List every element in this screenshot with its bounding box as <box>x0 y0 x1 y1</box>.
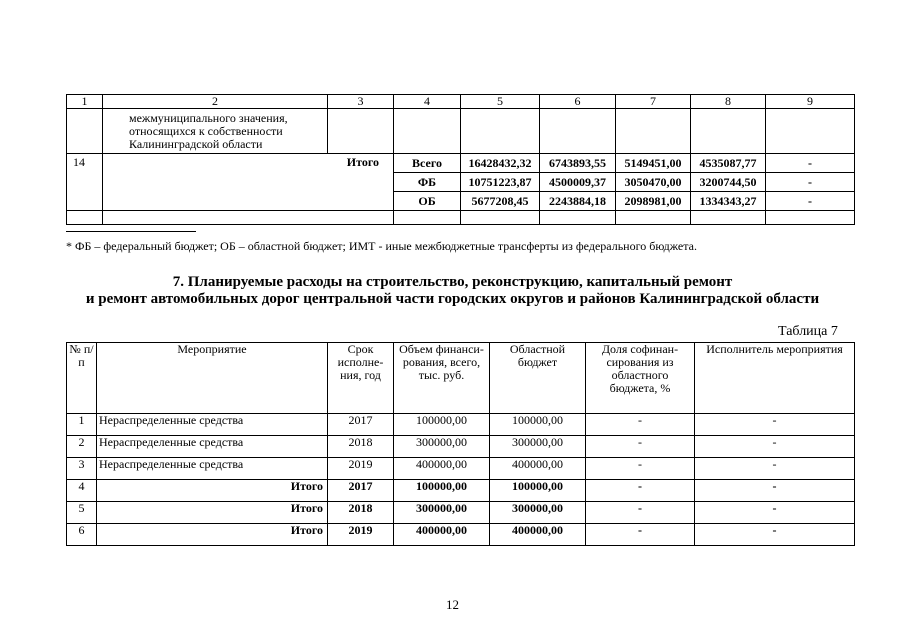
table-row <box>67 436 855 458</box>
header-number: № п/п <box>67 343 97 414</box>
total-cell: 300000,00 <box>394 436 490 458</box>
page-number: 12 <box>446 597 459 612</box>
value-cell: 4500009,37 <box>540 173 616 192</box>
share-cell: - <box>586 436 695 458</box>
header-activity: Мероприятие <box>97 343 328 414</box>
continuation-row <box>67 109 855 154</box>
total-cell: 300000,00 <box>394 502 490 524</box>
table-row <box>67 458 855 480</box>
value-cell: 5149451,00 <box>616 154 691 173</box>
share-cell: - <box>586 502 695 524</box>
footnote: * ФБ – федеральный бюджет; ОБ – областной бюджет; ИМТ - иные межбюджетные трансферты из федерального бюджета. <box>66 239 697 253</box>
header-executor: Исполнитель мероприятия <box>695 343 855 414</box>
budget-table-top <box>66 94 855 225</box>
year-cell: 2018 <box>328 436 394 458</box>
regional-budget-cell: 100000,00 <box>490 414 586 436</box>
blank-row <box>67 211 855 225</box>
value-cell: 5677208,45 <box>461 192 540 211</box>
regional-budget-cell: 100000,00 <box>490 480 586 502</box>
header-regional-budget: Областной бюджет <box>490 343 586 414</box>
value-cell: - <box>766 154 855 173</box>
executor-cell: - <box>695 502 855 524</box>
budget-label: ФБ <box>394 173 461 192</box>
regional-budget-cell: 400000,00 <box>490 458 586 480</box>
header-term: Срок исполне-ния, год <box>328 343 394 414</box>
activity-name: Нераспределенные средства <box>97 458 328 480</box>
budget-label: Всего <box>394 154 461 173</box>
executor-cell: - <box>695 480 855 502</box>
col-6: 6 <box>540 95 616 109</box>
row-number: 4 <box>67 480 97 502</box>
value-cell: - <box>766 173 855 192</box>
row-number: 6 <box>67 524 97 546</box>
activity-name: Нераспределенные средства <box>97 414 328 436</box>
year-cell: 2019 <box>328 524 394 546</box>
regional-budget-cell: 300000,00 <box>490 502 586 524</box>
value-cell: 3050470,00 <box>616 173 691 192</box>
table-row-total <box>67 502 855 524</box>
row-number: 5 <box>67 502 97 524</box>
year-cell: 2018 <box>328 502 394 524</box>
activity-name: Итого <box>97 524 328 546</box>
continuation-text: межмуниципального значения, относящихся к собственности Калининградской области <box>103 109 328 154</box>
year-cell: 2017 <box>328 414 394 436</box>
footnote-separator <box>66 231 196 232</box>
share-cell: - <box>586 524 695 546</box>
col-5: 5 <box>461 95 540 109</box>
regional-budget-cell: 300000,00 <box>490 436 586 458</box>
header-cofinancing-share: Доля софинан-сирования из областного бюджета, % <box>586 343 695 414</box>
total-cell: 100000,00 <box>394 480 490 502</box>
value-cell: 1334343,27 <box>691 192 766 211</box>
section-title-line-1: 7. Планируемые расходы на строительство, реконструкцию, капитальный ремонт <box>172 274 733 290</box>
value-cell: 6743893,55 <box>540 154 616 173</box>
executor-cell: - <box>695 414 855 436</box>
share-cell: - <box>586 480 695 502</box>
value-cell: 10751223,87 <box>461 173 540 192</box>
row-number: 14 <box>67 154 103 211</box>
budget-label: ОБ <box>394 192 461 211</box>
total-cell: 100000,00 <box>394 414 490 436</box>
table-row <box>67 414 855 436</box>
regional-budget-cell: 400000,00 <box>490 524 586 546</box>
year-cell: 2017 <box>328 480 394 502</box>
section-title-line-2: и ремонт автомобильных дорог центральной части городских округов и районов Калининградской области <box>85 291 820 307</box>
value-cell: 2243884,18 <box>540 192 616 211</box>
value-cell: 16428432,32 <box>461 154 540 173</box>
executor-cell: - <box>695 436 855 458</box>
expenses-table <box>66 342 855 546</box>
activity-name: Нераспределенные средства <box>97 436 328 458</box>
year-cell: 2019 <box>328 458 394 480</box>
header-funding: Объем финанси-рования, всего, тыс. руб. <box>394 343 490 414</box>
executor-cell: - <box>695 458 855 480</box>
table-row-total <box>67 524 855 546</box>
value-cell: 3200744,50 <box>691 173 766 192</box>
total-cell: 400000,00 <box>394 458 490 480</box>
share-cell: - <box>586 458 695 480</box>
col-4: 4 <box>394 95 461 109</box>
share-cell: - <box>586 414 695 436</box>
value-cell: 2098981,00 <box>616 192 691 211</box>
col-7: 7 <box>616 95 691 109</box>
activity-name: Итого <box>97 502 328 524</box>
itogo-label: Итого <box>103 154 394 211</box>
table-header-row <box>67 343 855 414</box>
value-cell: - <box>766 192 855 211</box>
col-2: 2 <box>103 95 328 109</box>
col-8: 8 <box>691 95 766 109</box>
table-row-total <box>67 480 855 502</box>
col-3: 3 <box>328 95 394 109</box>
col-9: 9 <box>766 95 855 109</box>
executor-cell: - <box>695 524 855 546</box>
col-1: 1 <box>67 95 103 109</box>
activity-name: Итого <box>97 480 328 502</box>
row-number: 3 <box>67 458 97 480</box>
row-number: 2 <box>67 436 97 458</box>
table-label: Таблица 7 <box>778 324 838 339</box>
total-cell: 400000,00 <box>394 524 490 546</box>
row-number: 1 <box>67 414 97 436</box>
column-number-row <box>67 95 855 109</box>
total-row-all <box>67 154 855 173</box>
value-cell: 4535087,77 <box>691 154 766 173</box>
